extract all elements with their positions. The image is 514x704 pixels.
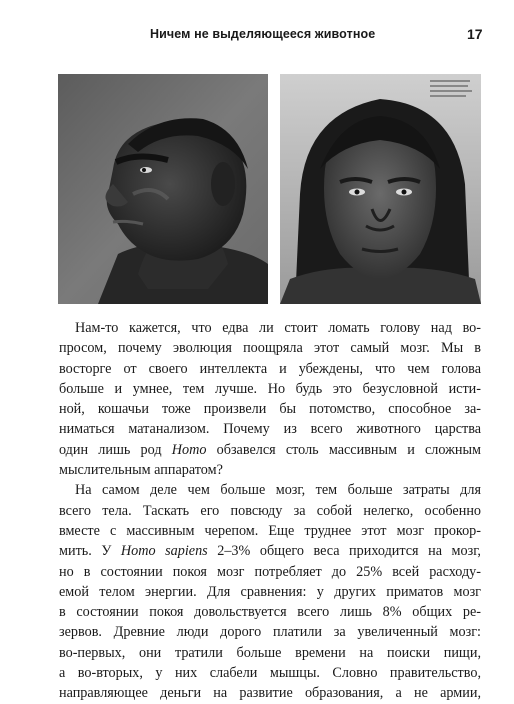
text-line: емой телом энергии. Для сравнения: у других приматов мозг <box>59 583 481 600</box>
text-line: просом, почему эволюция поощряла этот самый мозг. Мы в <box>59 340 481 357</box>
text-line: Нам-то кажется, что едва ли стоит ломать голову над во- <box>75 320 481 336</box>
text-run: 2–3% общего веса приходится на мозг, <box>207 543 481 560</box>
italic-term: Homo sapiens <box>120 543 208 560</box>
paragraph-2 <box>59 480 481 703</box>
text-line: всего тела. Таскать его повсюду за собой нелегко, особенно <box>59 502 481 519</box>
text-line: ной, кошачьи тоже произвели бы потомство, способное за- <box>59 401 481 418</box>
text-line: мыслительным аппаратом? <box>59 462 223 479</box>
text-line: больше и умнее, тем лучше. Но будь это безусловной исти- <box>59 380 481 397</box>
text-line: зервов. Древние люди дорого платили за увеличенный мозг: <box>59 624 481 641</box>
text-line: во-первых, они тратили больше времени на поиски пищи, <box>59 644 481 661</box>
text-line: а во-вторых, у них слабели мышцы. Словно правительство, <box>59 665 481 682</box>
text-line: ниматься матанализом. Почему из всего животного царства <box>59 421 481 438</box>
photo-hominid-profile <box>58 74 268 304</box>
italic-term: Homo <box>171 441 207 458</box>
running-header <box>0 27 514 45</box>
text-line: но в состоянии покоя мозг потребляет до 25% всей расходу- <box>59 563 481 580</box>
paragraph-1 <box>59 318 481 480</box>
text-line-italic <box>59 541 481 561</box>
text-run: мить. У <box>59 543 121 560</box>
text-run: один лишь род <box>59 441 172 458</box>
body-text <box>59 318 481 704</box>
photo-hominid-frontal <box>280 74 481 304</box>
text-line: вместе с массивным черепом. Еще труднее этот мозг прокор- <box>59 522 481 539</box>
page-number: 17 <box>467 26 483 42</box>
running-title: Ничем не выделяющееся животное <box>150 27 376 41</box>
text-line: восторге от своего интеллекта и убеждены, что чем голова <box>59 360 481 377</box>
text-line: направляющее деньги на развитие образования, а не армии, <box>59 685 481 702</box>
text-line: в состоянии покоя довольствуется всего лишь 8% общих ре- <box>59 604 481 621</box>
text-run: обзавелся столь массивным и сложным <box>206 441 481 458</box>
text-line-italic <box>59 440 481 460</box>
text-line: На самом деле чем больше мозг, тем больше затраты для <box>75 482 481 499</box>
